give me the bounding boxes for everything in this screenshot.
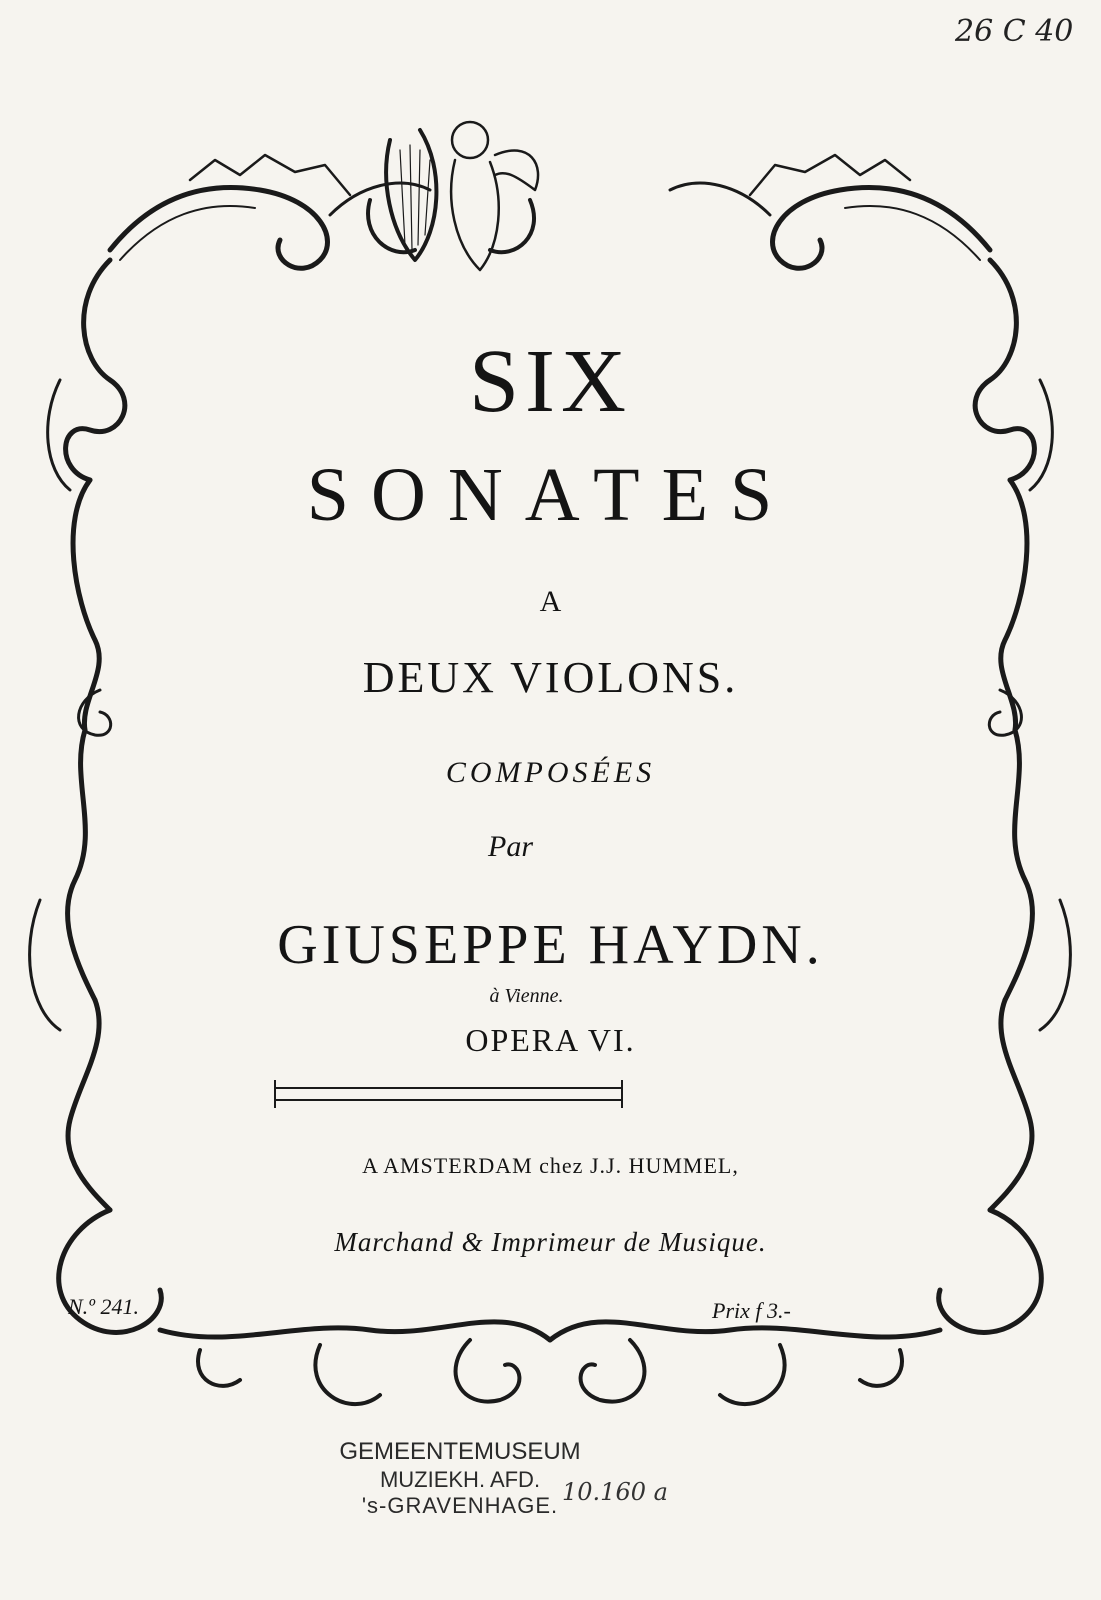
title-par: Par xyxy=(488,830,533,863)
stamp-line-2: MUZIEKH. AFD. xyxy=(379,1466,541,1492)
price: Prix f 3.- xyxy=(712,1298,791,1323)
title-composees: COMPOSÉES xyxy=(445,756,656,789)
title-a: A xyxy=(539,585,562,618)
title-instrumentation: DEUX VIOLONS. xyxy=(362,653,739,702)
composer-place: à Vienne. xyxy=(489,985,564,1007)
stamp-handwritten-number: 10.160 a xyxy=(562,1478,668,1506)
opus-number: OPERA VI. xyxy=(465,1022,636,1058)
plate-number: N.º 241. xyxy=(68,1294,139,1319)
composer-name: GIUSEPPE HAYDN. xyxy=(277,914,824,976)
stamp-line-1: GEMEENTEMUSEUM xyxy=(339,1438,581,1465)
catalog-note: 26 C 40 xyxy=(955,14,1074,49)
publisher-trade: Marchand & Imprimeur de Musique. xyxy=(334,1227,767,1257)
title-six: SIX xyxy=(468,332,633,431)
title-sonates: SONATES xyxy=(306,453,795,537)
stamp-line-3: 's-GRAVENHAGE. xyxy=(361,1493,559,1519)
publisher-line: A AMSTERDAM chez J.J. HUMMEL, xyxy=(362,1153,739,1178)
